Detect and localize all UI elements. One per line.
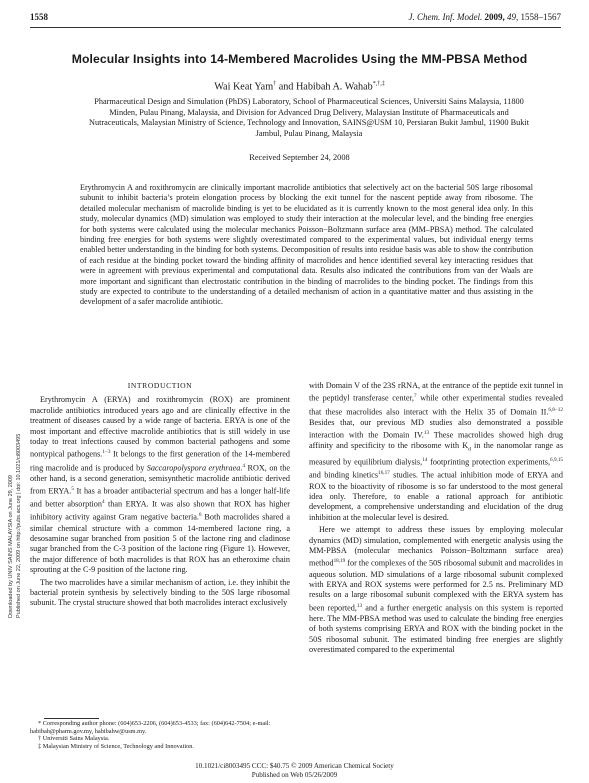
journal-volume: 49,: [507, 12, 519, 22]
left-column: [30, 381, 290, 611]
text-run: These macrolides showed high drug affinity and specificity to the ribosome with K: [309, 430, 564, 451]
footnote-rule: [44, 718, 99, 719]
header-rule: [30, 27, 561, 28]
citation[interactable]: 4: [101, 499, 105, 506]
author-list: [40, 81, 559, 92]
publication-date: Published on Web 05/26/2009: [251, 770, 338, 779]
citation[interactable]: 6,9,15: [550, 457, 564, 464]
subscript: d: [468, 446, 471, 453]
citation[interactable]: 5: [71, 486, 74, 493]
text-run: than ERYA. It was also shown that ROX has higher inhibitory activity against Gram negative bacteria.: [30, 500, 290, 523]
footnote: † Universiti Sains Malaysia.: [38, 735, 110, 743]
text-run: Both macrolides shared a similar chemical structure with a common 14-membered lactone ring, a desosamine sugar branched from position 5 of the lactone ring and cladinose sugar branched from the C-3 position of the lactone ring (Figure 1). However, the major difference of both macrolides is that ROX has an etheroxime chain sprouting at the C-9 position of the lactone ring.: [30, 513, 290, 575]
citation[interactable]: 7: [413, 393, 417, 400]
citation[interactable]: 16,17: [378, 470, 390, 477]
page-number: 1558: [30, 12, 48, 22]
citation[interactable]: 18,19: [333, 558, 346, 565]
received-date: Received September 24, 2008: [249, 153, 350, 162]
citation[interactable]: 13: [356, 602, 363, 609]
text-run: while other experimental studies revealed that these macrolides also interact with the Helix 35 of Domain II.: [309, 394, 563, 417]
download-notice: Downloaded by UNIV SAINS MALAYSIA on June 29, 2009: [8, 475, 14, 618]
text-run: It has a broader antibacterial spectrum and has a longer half-life and better absorption: [30, 486, 290, 509]
citation[interactable]: 6: [198, 512, 202, 519]
author-mark: *,†,‡: [372, 81, 385, 87]
footnote: ‡ Malaysian Ministry of Science, Technology and Innovation.: [38, 742, 194, 750]
publication-footer: [0, 762, 589, 779]
citation[interactable]: 6,8−12: [548, 406, 563, 413]
text-run: It belongs to the first generation of the 14-membered ring macrolide and is produced by: [30, 450, 290, 473]
footnotes: [30, 720, 292, 750]
author-name: Wai Keat Yam: [214, 81, 274, 93]
text-run: and binding kinetics: [309, 471, 379, 481]
citation[interactable]: 4: [242, 462, 246, 469]
affiliation: Pharmaceutical Design and Simulation (PhDS) Laboratory, School of Pharmaceutical Sciences, Universiti Sains Malaysia, 11800 Minden, Pulau Pinang, Malaysia, and Division for Advanced Drug Delivery, Malaysian Institute of Pharmaceuticals and Nutraceuticals, Malaysian Ministry of Science, Technology and Innovation, SAINS@USM 10, Persiaran Bukit Jambul, 11900 Bukit Jambul, Pulau Pinang, Malaysia: [88, 97, 530, 138]
text-run: studies. The actual inhibition mode of ERYA and ROX to the bioactivity of ribosome is so far understood to the most general idea only. Therefore, to enable a rational approach for antibiotic development, a comprehensive understanding and elucidation of the drug inhibition at the molecular level is desired.: [309, 471, 563, 522]
abstract: Erythromycin A and roxithromycin are clinically important macrolide antibiotics that selectively act on the bacterial 50S large ribosomal subunit to inhibit bacteria’s protein elongation process by blocking the exit tunnel for the nascent peptide away from ribosome. The detailed molecular mechanism of macrolide binding is yet to be elucidated as it is currently known to the most general idea only. In this study, molecular dynamics (MD) simulation was employed to study their interaction at the molecular level, and the binding free energies for both systems were calculated using the molecular mechanics Poisson−Boltzmann surface area (MM–PBSA) method. The calculated binding free energies for both systems were slightly overestimated compared to the experimental values, but individual energy terms enabled better understanding in the binding for both systems. Decomposition of results into residue basis was able to show the contribution of each residue at the binding pocket toward the binding affinity of macrolides and hence identified several key interacting residues that were in agreement with previous experimental and computational data. Results also indicated the contributions from van der Waals are more important and significant than electrostatic contribution in the binding of macrolides to the binding pocket. The findings from this study are expected to contribute to the understanding of a detailed mechanism of action in a quantitative matter and thus assisting in the development of a safer macrolide antibiotic.: [80, 183, 533, 307]
text-run: Besides that, our previous MD studies also demonstrated a possible interaction with the Domain IV.: [309, 417, 563, 440]
species-name: Saccaropolyspora erythraea: [146, 463, 241, 473]
text-run: and a further energetic analysis on this system is reported here. The MM-PBSA method was used to calculate the binding free energies of both systems comprising ERYA and ROX with the binding pocket in the 50S ribosomal subunit. The estimated binding free energies are slightly overestimated compared to the experimental: [309, 603, 563, 655]
text-run: footprinting protection experiments,: [427, 458, 551, 468]
journal-pages: 1558–1567: [520, 12, 561, 22]
author-name: Habibah A. Wahab: [295, 81, 373, 93]
text-run: with Domain V of the 23S rRNA, at the entrance of the peptide exit tunnel in the peptidyl transferase center,: [309, 381, 563, 404]
text-run: Erythromycin A (ERYA) and roxithromycin (ROX) are prominent macrolide antibiotics introduced years ago and are clinically effective in the treatment of diseases caused by a wide range of bacteria. ERYA is one of the most important and effective macrolide antibiotics that is still widely in use today to treat infections caused by common bacterial pathogens and some nontypical pathogens.: [30, 395, 290, 460]
doi-copyright: 10.1021/ci8003495 CCC: $40.75 © 2009 American Chemical Society: [195, 762, 394, 770]
text-run: Here we attempt to address these issues by employing molecular dynamics (MD) simulation, complemented with energetic analysis using the MM-PBSA (molecular mechanics Poisson−Boltzmann surface area) method: [309, 525, 563, 569]
footnote: * Corresponding author phone: (604)653-2206, (604)653-4533; fax: (604)642-7504; e-mail: habibah@pharm.gov.my, habibahw@usm.my.: [30, 720, 271, 735]
article-title: Molecular Insights into 14-Membered Macrolides Using the MM-PBSA Method: [71, 52, 528, 66]
author-conjunction: and: [276, 81, 296, 93]
text-run: ROX, on the other hand, is a second generation, semisynthetic macrolide antibiotic derived from ERYA.: [30, 463, 290, 496]
journal-year: 2009,: [484, 12, 505, 22]
citation[interactable]: 13: [423, 430, 430, 437]
section-heading: INTRODUCTION: [127, 381, 193, 390]
paragraph: [309, 525, 563, 655]
journal-name: J. Chem. Inf. Model.: [408, 12, 483, 22]
doi-link[interactable]: Published on June 22, 2009 on http://pubs.acs.org | doi: 10.1021/ci8003495: [16, 433, 22, 618]
citation[interactable]: 1−3: [102, 449, 111, 456]
running-header: [30, 12, 561, 26]
right-column: [309, 381, 563, 658]
citation[interactable]: 14: [422, 457, 428, 464]
paragraph: [309, 381, 563, 523]
author-mark: †: [273, 81, 277, 87]
text-run: in the nanomolar range as measured by equilibrium dialysis,: [309, 441, 564, 468]
text-run: for the complexes of the 50S ribosomal subunit and macrolides in aqueous solution. MD simulations of a large ribosomal subunit complexed with ERYA and ROX systems were performed for 2.5 ns. Preliminary MD results on a large ribosomal subunit complexed with the ERYA system has been reported,: [309, 559, 563, 613]
journal-citation: [409, 12, 561, 22]
paragraph: Erythromycin A (ERYA) and roxithromycin (ROX) are prominent macrolide antibiotics introduced years ago and are clinically effective in the treatment of diseases caused by a wide range of bacteria. ERYA is one of the most important and effective macrolide antibiotics that is still widely in use today to treat infections caused by common bacterial pathogens and some nontypical pathogens.$^{1-3}$ It belongs to the first generation of the 14-membered ring macrolide and is produced by Saccaropolyspora erythraea.$^4$ ROX, on the other hand, is a second generation, semisynthetic macrolide antibiotic derived from ERYA.$^5$ It has a broader antibacterial spectrum and has a longer half-life and better absorption$^4$ than ERYA. It was also shown that ROX has higher inhibitory activity against Gram negative bacteria.$^6$ Both macrolides shared a similar chemical structure with a common 14-membered lactone ring, a desosamine sugar branched from position 5 of the lactone ring and cladinose sugar branched from the C-3 position of the lactone ring (Figure 1). However, the major difference of both macrolides is that ROX has an etheroxime chain sprouting at the C-9 position of the lactone ring.: [30, 395, 290, 575]
paragraph: The two macrolides have a similar mechanism of action, i.e. they inhibit the bacterial protein synthesis by selectively binding to the 50S large ribosomal subunit. The crystal structure showed that both macrolides interact exclusively: [30, 577, 290, 608]
download-sidebar: [8, 388, 22, 618]
